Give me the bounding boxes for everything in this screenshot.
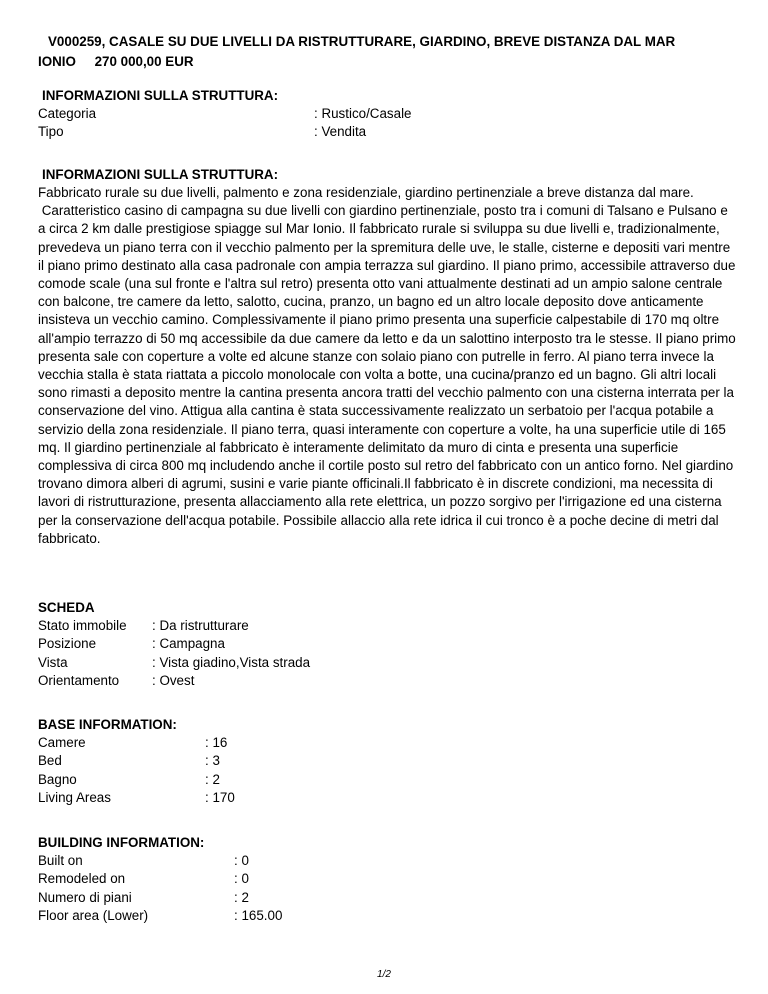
descrizione-section [38,166,738,548]
row-value: : Rustico/Casale [314,106,412,121]
building-row [38,889,738,907]
row-key: Categoria [38,106,97,121]
row-value: : 16 [205,735,228,750]
scheda-heading: SCHEDA [38,600,95,615]
listing-title [38,32,738,72]
row-value: : 2 [234,889,249,905]
scheda-row [38,672,738,690]
building-row [38,870,738,888]
base-row [38,789,738,807]
row-key: Living Areas [38,790,111,806]
row-value: : 3 [205,753,220,769]
struttura-row [38,123,738,141]
row-value: : 0 [234,871,249,887]
scheda-section [38,599,738,691]
descrizione-heading: INFORMAZIONI SULLA STRUTTURA: [42,167,279,182]
row-key: Posizione [38,636,97,652]
row-value: : 2 [205,771,220,787]
row-value: : Da ristrutturare [152,618,249,633]
base-row [38,752,738,770]
building-row [38,907,738,925]
row-key: Vista [38,654,68,670]
descrizione-intro: Fabbricato rurale su due livelli, palmento e zona residenziale, giardino pertinenziale a breve distanza dal mare. [38,185,694,200]
row-value: : 170 [205,790,235,806]
base-row [38,734,738,752]
struttura-section [38,87,738,142]
base-row [38,771,738,789]
row-value: : 0 [234,853,249,868]
row-value: : Ovest [152,673,195,689]
row-key: Orientamento [38,673,120,689]
row-value: : Vista giadino,Vista strada [152,654,311,670]
row-key: Remodeled on [38,871,126,887]
descrizione-body: Caratteristico casino di campagna su due livelli con giardino pertinenziale, posto tra i comuni di Talsano e Pulsano e a circa 2 km dalle prestigiose spiagge sul Mar Ionio. Il fabbricato rurale si sviluppa su due livelli e, tradizionalmente, prevedeva un piano terra con il vecchio palmento per la spremitura delle uve, le stalle, cisterne e depositi vari mentre il piano primo destinato alla casa padronale con ampia terrazza sul giardino. Il piano primo, accessibile attraverso due comode scale (una sul fronte e l'altra sul retro) presenta otto vani attualmente destinati ad un ampio salone centrale con balcone, tre camere da letto, salotto, cucina, pranzo, un bagno ed un altro locale deposito dove anticamente insisteva un vecchio camino. Complessivamente il piano primo presenta una superficie calpestabile di 170 mq oltre all'ampio terrazzo di 50 mq accessibile da due camere da letto e da un salottino interposto tra le stesse. Il piano primo presenta sale con coperture a volte ed alcune stanze con solaio piano con putrelle in ferro. Al piano terra invece la vecchia stalla è stata riattata a piccolo monolocale con volta a botte, una cucina/pranzo ed un bagno. Gli altri locali sono rimasti a deposito mentre la cantina presenta ancora tratti del vecchio palmento con una cisterna interrata per la conservazione del vino. Attigua alla cantina è stata successivamente realizzato un serbatoio per l'acqua potabile a servizio della zona residenziale. Il piano terra, quasi interamente con coperture a volte, ha una superficie utile di 165 mq. Il giardino pertinenziale al fabbricato è interamente delimitato da muro di cinta e presenta una superficie complessiva di circa 800 mq includendo anche il cortile posto sul retro del fabbricato con un antico forno. Nel giardino trovano dimora alberi di agrumi, susini e varie piante officinali.Il fabbricato è in discrete condizioni, ma necessita di lavori di ristrutturazione, presenta allacciamento alla rete elettrica, un pozzo sorgivo per l'irrigazione ed una cisterna per la conservazione dell'acqua potabile. Possibile allaccio alla rete idrica il cui tronco è a poche decine di metri dal fabbricato. [38,203,740,546]
row-key: Floor area (Lower) [38,908,149,924]
scheda-row [38,654,738,672]
row-value: : Vendita [314,124,367,140]
struttura-heading: INFORMAZIONI SULLA STRUTTURA: [42,88,279,103]
building-heading: BUILDING INFORMATION: [38,835,205,850]
scheda-row [38,617,738,635]
row-key: Bagno [38,771,77,787]
listing-price: 270 000,00 EUR [94,54,194,69]
row-key: Tipo [38,124,64,140]
row-key: Stato immobile [38,618,127,633]
building-section [38,834,738,926]
row-key: Camere [38,735,86,750]
row-key: Built on [38,853,83,868]
row-key: Bed [38,753,62,769]
base-section [38,716,738,808]
row-value: : 165.00 [234,908,283,924]
row-key: Numero di piani [38,889,132,905]
base-heading: BASE INFORMATION: [38,717,177,732]
page-number: 1/2 [377,969,391,980]
building-row [38,852,738,870]
row-value: : Campagna [152,636,225,652]
listing-ref-name: V000259, CASALE SU DUE LIVELLI DA RISTRUTTURARE, GIARDINO, BREVE DISTANZA DAL MAR IONIO [38,34,676,69]
struttura-row [38,105,738,123]
scheda-row [38,635,738,653]
